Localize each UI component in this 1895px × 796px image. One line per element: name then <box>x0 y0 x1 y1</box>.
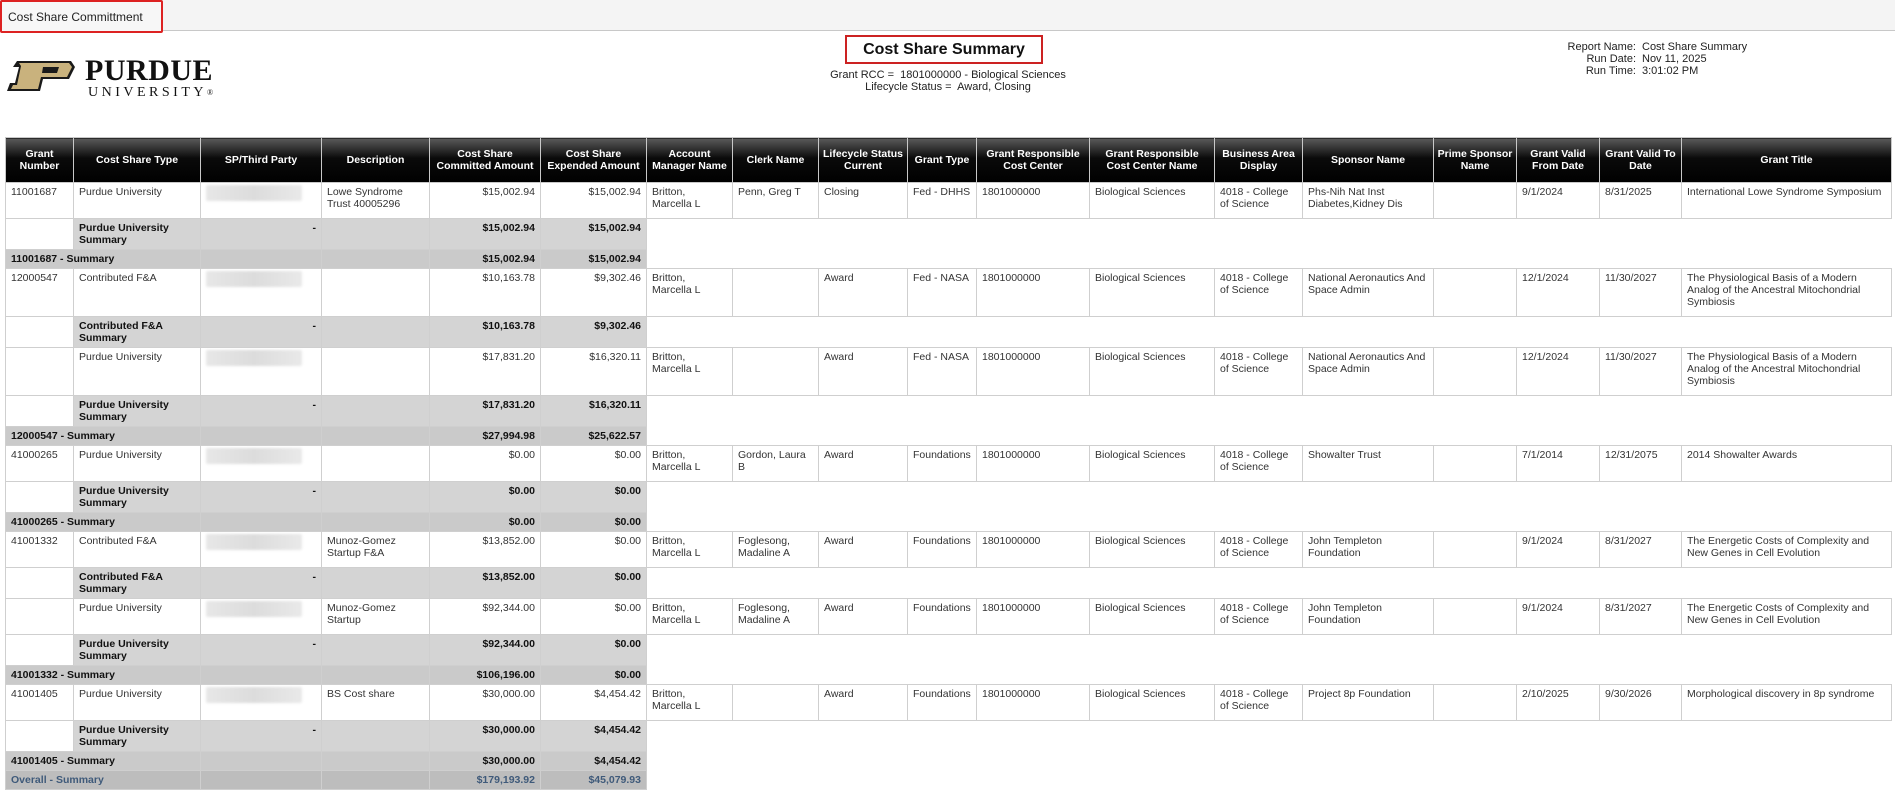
cell-cost-center: 1801000000 <box>977 599 1090 635</box>
cell-sponsor-name: John Templeton Foundation <box>1303 599 1434 635</box>
logo-wordmark-purdue: PURDUE <box>85 54 213 87</box>
cell-expended-amount: $16,320.11 <box>541 348 647 396</box>
cell-description: BS Cost share <box>322 685 430 721</box>
cell-account-manager: Britton, Marcella L <box>647 348 733 396</box>
subtotal-blank <box>647 219 1892 250</box>
subtotal-dash: - <box>201 219 322 250</box>
cell-grant-type: Foundations <box>908 685 977 721</box>
grant-summary-description-cell <box>322 427 430 446</box>
cell-clerk-name <box>733 269 819 317</box>
subtotal-committed: $0.00 <box>430 482 541 513</box>
subtotal-committed: $17,831.20 <box>430 396 541 427</box>
report-name-label: Report Name: <box>1567 41 1636 53</box>
cell-cost-center: 1801000000 <box>977 446 1090 482</box>
cell-valid-to: 9/30/2026 <box>1600 685 1682 721</box>
subtotal-dash: - <box>201 568 322 599</box>
cell-prime-sponsor <box>1434 269 1517 317</box>
col-description[interactable]: Description <box>322 138 430 183</box>
cell-cost-center-name: Biological Sciences <box>1090 269 1215 317</box>
cell-sp-third-party <box>201 446 322 482</box>
subtotal-label: Contributed F&A Summary <box>74 568 201 599</box>
subtotal-description-cell <box>322 568 430 599</box>
cell-grant-number: 12000547 <box>6 269 74 317</box>
cell-clerk-name: Foglesong, Madaline A <box>733 532 819 568</box>
table-body <box>6 183 1892 790</box>
col-grant-title[interactable]: Grant Title <box>1682 138 1892 183</box>
subtotal-description-cell <box>322 219 430 250</box>
cell-valid-from: 9/1/2024 <box>1517 532 1600 568</box>
grant-summary-blank <box>647 666 1892 685</box>
col-valid-to[interactable]: Grant Valid To Date <box>1600 138 1682 183</box>
cell-cost-center-name: Biological Sciences <box>1090 599 1215 635</box>
cell-valid-from: 12/1/2024 <box>1517 269 1600 317</box>
cell-lifecycle-status: Award <box>819 685 908 721</box>
subtotal-expended: $0.00 <box>541 568 647 599</box>
cell-clerk-name <box>733 348 819 396</box>
subtotal-description-cell <box>322 482 430 513</box>
subtotal-description-cell <box>322 317 430 348</box>
grant-summary-description-cell <box>322 752 430 771</box>
overall-blank <box>647 771 1892 790</box>
cell-cost-share-type: Purdue University <box>74 599 201 635</box>
cell-clerk-name <box>733 685 819 721</box>
subtotal-dash: - <box>201 396 322 427</box>
subtotal-row <box>6 317 1892 348</box>
tab-bar <box>0 0 1895 31</box>
col-account-manager[interactable]: Account Manager Name <box>647 138 733 183</box>
cell-lifecycle-status: Closing <box>819 183 908 219</box>
cell-grant-type: Foundations <box>908 532 977 568</box>
cell-committed-amount: $30,000.00 <box>430 685 541 721</box>
subtotal-expended: $0.00 <box>541 635 647 666</box>
subtotal-blank <box>647 635 1892 666</box>
cell-valid-from: 2/10/2025 <box>1517 685 1600 721</box>
cell-cost-share-type: Contributed F&A <box>74 269 201 317</box>
subtotal-row <box>6 482 1892 513</box>
grant-summary-expended: $0.00 <box>541 666 647 685</box>
cell-sp-third-party <box>201 269 322 317</box>
subtotal-description-cell <box>322 635 430 666</box>
cell-business-area: 4018 - College of Science <box>1215 685 1303 721</box>
subtotal-blank <box>647 482 1892 513</box>
cell-description <box>322 269 430 317</box>
subtotal-expended: $9,302.46 <box>541 317 647 348</box>
subtotal-label: Purdue University Summary <box>74 635 201 666</box>
cell-valid-to: 8/31/2025 <box>1600 183 1682 219</box>
subtotal-dash: - <box>201 317 322 348</box>
cell-lifecycle-status: Award <box>819 269 908 317</box>
subtotal-label: Purdue University Summary <box>74 721 201 752</box>
table-row[interactable] <box>6 446 1892 482</box>
col-grant-type[interactable]: Grant Type <box>908 138 977 183</box>
cell-cost-share-type: Purdue University <box>74 685 201 721</box>
cell-description <box>322 446 430 482</box>
report-name-value: Cost Share Summary <box>1642 41 1748 53</box>
cell-sp-third-party <box>201 532 322 568</box>
cell-cost-center-name: Biological Sciences <box>1090 348 1215 396</box>
cell-lifecycle-status: Award <box>819 532 908 568</box>
cell-clerk-name: Foglesong, Madaline A <box>733 599 819 635</box>
subtotal-grant-cell <box>6 396 74 427</box>
report-title: Cost Share Summary <box>845 35 1043 64</box>
subtotal-row <box>6 396 1892 427</box>
cell-cost-share-type: Purdue University <box>74 446 201 482</box>
grant-summary-row <box>6 250 1892 269</box>
subtotal-expended: $15,002.94 <box>541 219 647 250</box>
grant-summary-sp-cell <box>201 666 322 685</box>
overall-summary-row <box>6 771 1892 790</box>
overall-sp-cell <box>201 771 322 790</box>
table-header-row <box>6 138 1892 183</box>
overall-description-cell <box>322 771 430 790</box>
table-row[interactable] <box>6 599 1892 635</box>
grant-summary-label: 12000547 - Summary <box>6 427 201 446</box>
cell-expended-amount: $15,002.94 <box>541 183 647 219</box>
lifecycle-status-filter: Lifecycle Status = Award, Closing <box>865 81 1031 93</box>
table-row[interactable] <box>6 269 1892 317</box>
cell-cost-center: 1801000000 <box>977 685 1090 721</box>
cell-grant-title: The Physiological Basis of a Modern Analog of the Ancestral Mitochondrial Symbiosis <box>1682 348 1892 396</box>
cell-prime-sponsor <box>1434 685 1517 721</box>
grant-summary-committed: $106,196.00 <box>430 666 541 685</box>
redacted-block <box>206 271 302 287</box>
grant-summary-sp-cell <box>201 752 322 771</box>
cell-committed-amount: $13,852.00 <box>430 532 541 568</box>
cell-committed-amount: $17,831.20 <box>430 348 541 396</box>
subtotal-grant-cell <box>6 482 74 513</box>
col-cost-center[interactable]: Grant Responsible Cost Center <box>977 138 1090 183</box>
grant-summary-committed: $15,002.94 <box>430 250 541 269</box>
grant-summary-blank <box>647 250 1892 269</box>
cell-grant-type: Fed - NASA <box>908 348 977 396</box>
cell-cost-share-type: Contributed F&A <box>74 532 201 568</box>
cell-expended-amount: $0.00 <box>541 446 647 482</box>
logo-wordmark-university: UNIVERSITY® <box>88 85 214 100</box>
subtotal-grant-cell <box>6 219 74 250</box>
col-sponsor-name[interactable]: Sponsor Name <box>1303 138 1434 183</box>
cell-sponsor-name: John Templeton Foundation <box>1303 532 1434 568</box>
overall-expended: $45,079.93 <box>541 771 647 790</box>
subtotal-label: Purdue University Summary <box>74 396 201 427</box>
cell-committed-amount: $10,163.78 <box>430 269 541 317</box>
cell-grant-number: 41001332 <box>6 532 74 568</box>
cell-sponsor-name: Showalter Trust <box>1303 446 1434 482</box>
cell-valid-from: 9/1/2024 <box>1517 599 1600 635</box>
cell-expended-amount: $0.00 <box>541 532 647 568</box>
col-prime-sponsor[interactable]: Prime Sponsor Name <box>1434 138 1517 183</box>
col-valid-from[interactable]: Grant Valid From Date <box>1517 138 1600 183</box>
grant-summary-label: 41001332 - Summary <box>6 666 201 685</box>
cell-valid-to: 12/31/2075 <box>1600 446 1682 482</box>
cell-grant-type: Fed - NASA <box>908 269 977 317</box>
run-time-label: Run Time: <box>1585 65 1636 77</box>
cell-grant-number: 41001405 <box>6 685 74 721</box>
cell-cost-center-name: Biological Sciences <box>1090 183 1215 219</box>
subtotal-committed: $13,852.00 <box>430 568 541 599</box>
redacted-block <box>206 687 302 703</box>
subtotal-label: Contributed F&A Summary <box>74 317 201 348</box>
cell-sponsor-name: National Aeronautics And Space Admin <box>1303 348 1434 396</box>
col-expended-amount[interactable]: Cost Share Expended Amount <box>541 138 647 183</box>
table-row[interactable] <box>6 348 1892 396</box>
cell-grant-title: Morphological discovery in 8p syndrome <box>1682 685 1892 721</box>
cell-valid-from: 7/1/2014 <box>1517 446 1600 482</box>
cell-grant-type: Foundations <box>908 599 977 635</box>
col-cost-share-type[interactable]: Cost Share Type <box>74 138 201 183</box>
cell-grant-title: The Energetic Costs of Complexity and New Genes in Cell Evolution <box>1682 532 1892 568</box>
cell-cost-center-name: Biological Sciences <box>1090 685 1215 721</box>
grant-summary-label: 41001405 - Summary <box>6 752 201 771</box>
table-row[interactable] <box>6 685 1892 721</box>
cell-grant-title: 2014 Showalter Awards <box>1682 446 1892 482</box>
grant-summary-description-cell <box>322 250 430 269</box>
cell-business-area: 4018 - College of Science <box>1215 532 1303 568</box>
cell-prime-sponsor <box>1434 599 1517 635</box>
subtotal-dash: - <box>201 482 322 513</box>
subtotal-row <box>6 635 1892 666</box>
subtotal-label: Purdue University Summary <box>74 482 201 513</box>
cell-prime-sponsor <box>1434 183 1517 219</box>
cell-grant-title: The Energetic Costs of Complexity and New Genes in Cell Evolution <box>1682 599 1892 635</box>
cell-account-manager: Britton, Marcella L <box>647 183 733 219</box>
grant-summary-sp-cell <box>201 427 322 446</box>
tab-cost-share-commitment[interactable] <box>0 0 163 33</box>
cell-grant-title: International Lowe Syndrome Symposium <box>1682 183 1892 219</box>
col-sp-third-party[interactable]: SP/Third Party <box>201 138 322 183</box>
subtotal-grant-cell <box>6 568 74 599</box>
subtotal-blank <box>647 317 1892 348</box>
run-time-value: 3:01:02 PM <box>1642 65 1699 77</box>
subtotal-dash: - <box>201 635 322 666</box>
subtotal-committed: $15,002.94 <box>430 219 541 250</box>
grant-summary-description-cell <box>322 513 430 532</box>
cell-cost-center-name: Biological Sciences <box>1090 446 1215 482</box>
run-date-label: Run Date: <box>1586 53 1636 65</box>
col-lifecycle-status[interactable]: Lifecycle Status Current <box>819 138 908 183</box>
cell-description: Munoz-Gomez Startup <box>322 599 430 635</box>
cell-expended-amount: $0.00 <box>541 599 647 635</box>
cell-grant-type: Fed - DHHS <box>908 183 977 219</box>
grant-summary-sp-cell <box>201 513 322 532</box>
overall-committed: $179,193.92 <box>430 771 541 790</box>
cell-business-area: 4018 - College of Science <box>1215 446 1303 482</box>
cell-account-manager: Britton, Marcella L <box>647 685 733 721</box>
cell-account-manager: Britton, Marcella L <box>647 599 733 635</box>
run-date-value: Nov 11, 2025 <box>1642 53 1707 65</box>
cell-clerk-name: Gordon, Laura B <box>733 446 819 482</box>
subtotal-expended: $16,320.11 <box>541 396 647 427</box>
grant-summary-row <box>6 427 1892 446</box>
cell-lifecycle-status: Award <box>819 348 908 396</box>
subtotal-dash: - <box>201 721 322 752</box>
grant-summary-label: 11001687 - Summary <box>6 250 201 269</box>
cell-prime-sponsor <box>1434 348 1517 396</box>
cell-cost-center: 1801000000 <box>977 269 1090 317</box>
cell-cost-center: 1801000000 <box>977 183 1090 219</box>
col-clerk-name[interactable]: Clerk Name <box>733 138 819 183</box>
subtotal-expended: $4,454.42 <box>541 721 647 752</box>
grant-summary-blank <box>647 427 1892 446</box>
cell-grant-title: The Physiological Basis of a Modern Analog of the Ancestral Mitochondrial Symbiosis <box>1682 269 1892 317</box>
cell-sp-third-party <box>201 183 322 219</box>
table-row[interactable] <box>6 183 1892 219</box>
cell-valid-to: 8/31/2027 <box>1600 599 1682 635</box>
subtotal-committed: $92,344.00 <box>430 635 541 666</box>
cell-account-manager: Britton, Marcella L <box>647 532 733 568</box>
subtotal-grant-cell <box>6 635 74 666</box>
cell-description: Munoz-Gomez Startup F&A <box>322 532 430 568</box>
subtotal-row <box>6 568 1892 599</box>
subtotal-committed: $30,000.00 <box>430 721 541 752</box>
purdue-p-icon <box>5 61 75 91</box>
cell-sp-third-party <box>201 348 322 396</box>
grant-summary-row <box>6 513 1892 532</box>
grant-summary-label: 41000265 - Summary <box>6 513 201 532</box>
redacted-block <box>206 534 302 550</box>
cell-grant-number <box>6 348 74 396</box>
grant-summary-committed: $27,994.98 <box>430 427 541 446</box>
cell-valid-to: 11/30/2027 <box>1600 269 1682 317</box>
cell-grant-number <box>6 599 74 635</box>
cell-valid-from: 9/1/2024 <box>1517 183 1600 219</box>
subtotal-grant-cell <box>6 317 74 348</box>
cell-cost-center: 1801000000 <box>977 532 1090 568</box>
redacted-block <box>206 601 302 617</box>
cell-sp-third-party <box>201 685 322 721</box>
grant-summary-sp-cell <box>201 250 322 269</box>
cell-business-area: 4018 - College of Science <box>1215 348 1303 396</box>
cell-cost-center: 1801000000 <box>977 348 1090 396</box>
overall-summary-label: Overall - Summary <box>6 771 201 790</box>
cell-description <box>322 348 430 396</box>
cell-sponsor-name: National Aeronautics And Space Admin <box>1303 269 1434 317</box>
tab-label: Cost Share Committment <box>8 10 143 24</box>
purdue-logo <box>5 56 215 102</box>
grant-summary-blank <box>647 752 1892 771</box>
subtotal-blank <box>647 568 1892 599</box>
cell-description: Lowe Syndrome Trust 40005296 <box>322 183 430 219</box>
cell-valid-to: 11/30/2027 <box>1600 348 1682 396</box>
subtotal-description-cell <box>322 721 430 752</box>
cell-committed-amount: $15,002.94 <box>430 183 541 219</box>
cell-account-manager: Britton, Marcella L <box>647 446 733 482</box>
grant-summary-blank <box>647 513 1892 532</box>
grant-summary-row <box>6 666 1892 685</box>
col-business-area[interactable]: Business Area Display <box>1215 138 1303 183</box>
grant-rcc-filter: Grant RCC = 1801000000 - Biological Sciences <box>830 69 1066 81</box>
grant-summary-expended: $0.00 <box>541 513 647 532</box>
cell-business-area: 4018 - College of Science <box>1215 599 1303 635</box>
cell-clerk-name: Penn, Greg T <box>733 183 819 219</box>
redacted-block <box>206 185 302 201</box>
subtotal-blank <box>647 721 1892 752</box>
cell-prime-sponsor <box>1434 532 1517 568</box>
cell-lifecycle-status: Award <box>819 446 908 482</box>
report-meta <box>1496 41 1747 77</box>
cell-cost-share-type: Purdue University <box>74 183 201 219</box>
subtotal-grant-cell <box>6 721 74 752</box>
col-committed-amount[interactable]: Cost Share Committed Amount <box>430 138 541 183</box>
cell-committed-amount: $92,344.00 <box>430 599 541 635</box>
cell-expended-amount: $4,454.42 <box>541 685 647 721</box>
cell-prime-sponsor <box>1434 446 1517 482</box>
subtotal-row <box>6 721 1892 752</box>
cell-grant-number: 11001687 <box>6 183 74 219</box>
cost-share-table <box>5 137 1892 790</box>
cell-business-area: 4018 - College of Science <box>1215 183 1303 219</box>
subtotal-label: Purdue University Summary <box>74 219 201 250</box>
col-cost-center-name[interactable]: Grant Responsible Cost Center Name <box>1090 138 1215 183</box>
cell-grant-type: Foundations <box>908 446 977 482</box>
grant-summary-expended: $15,002.94 <box>541 250 647 269</box>
cell-lifecycle-status: Award <box>819 599 908 635</box>
grant-summary-row <box>6 752 1892 771</box>
cell-committed-amount: $0.00 <box>430 446 541 482</box>
cell-sp-third-party <box>201 599 322 635</box>
grant-summary-expended: $25,622.57 <box>541 427 647 446</box>
cell-valid-from: 12/1/2024 <box>1517 348 1600 396</box>
cell-account-manager: Britton, Marcella L <box>647 269 733 317</box>
cell-cost-share-type: Purdue University <box>74 348 201 396</box>
cell-business-area: 4018 - College of Science <box>1215 269 1303 317</box>
subtotal-row <box>6 219 1892 250</box>
table-row[interactable] <box>6 532 1892 568</box>
cell-sponsor-name: Phs-Nih Nat Inst Diabetes,Kidney Dis <box>1303 183 1434 219</box>
cell-valid-to: 8/31/2027 <box>1600 532 1682 568</box>
subtotal-committed: $10,163.78 <box>430 317 541 348</box>
subtotal-description-cell <box>322 396 430 427</box>
grant-summary-committed: $30,000.00 <box>430 752 541 771</box>
cell-sponsor-name: Project 8p Foundation <box>1303 685 1434 721</box>
grant-summary-committed: $0.00 <box>430 513 541 532</box>
col-grant-number[interactable]: Grant Number <box>6 138 74 183</box>
grant-summary-description-cell <box>322 666 430 685</box>
cell-grant-number: 41000265 <box>6 446 74 482</box>
grant-summary-expended: $4,454.42 <box>541 752 647 771</box>
cell-cost-center-name: Biological Sciences <box>1090 532 1215 568</box>
redacted-block <box>206 448 302 464</box>
subtotal-blank <box>647 396 1892 427</box>
redacted-block <box>206 350 302 366</box>
subtotal-expended: $0.00 <box>541 482 647 513</box>
cell-expended-amount: $9,302.46 <box>541 269 647 317</box>
